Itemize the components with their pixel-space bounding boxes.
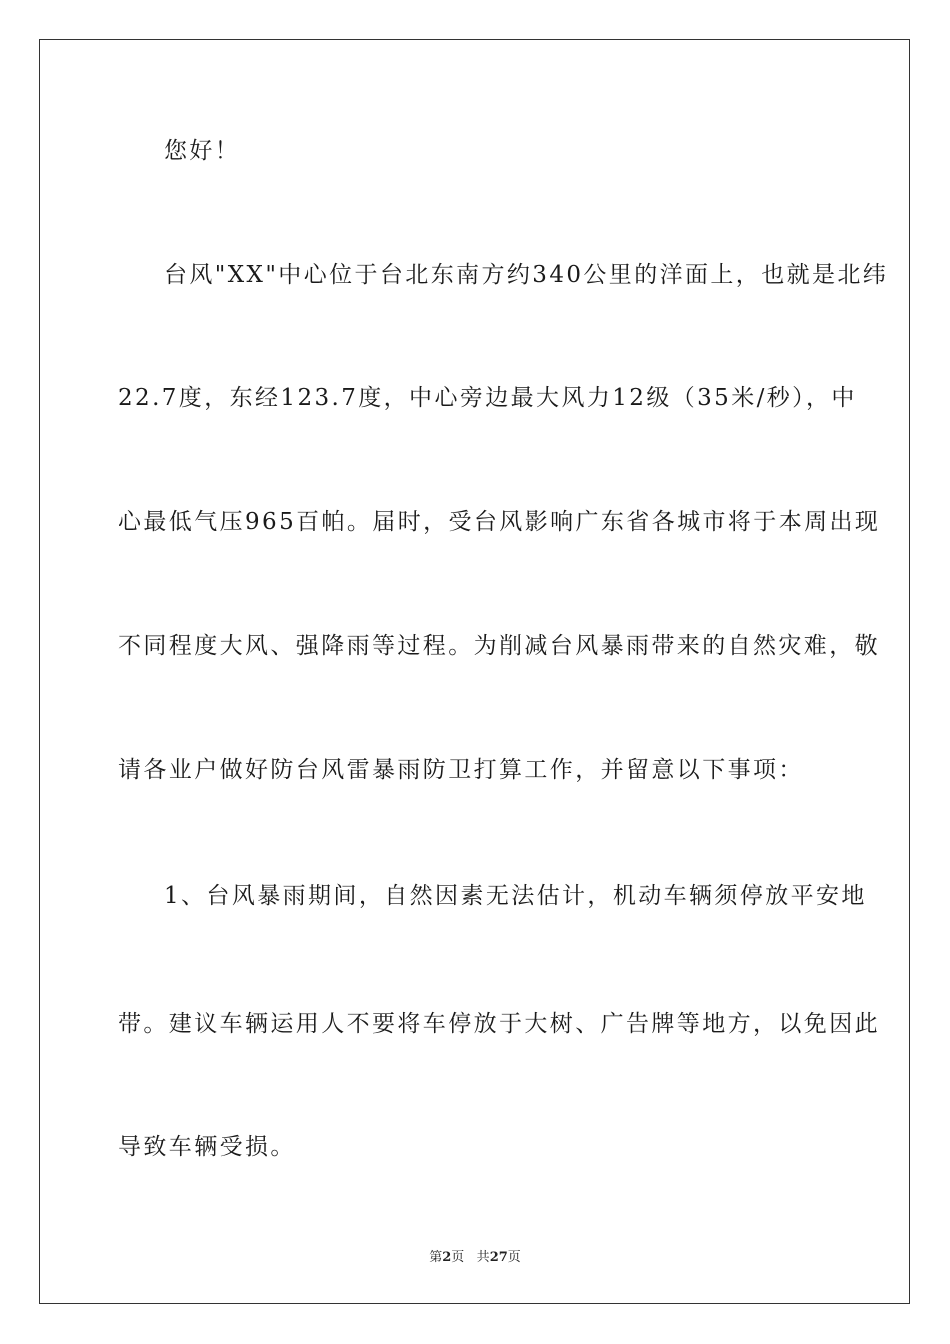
footer-total-pages: 27 (489, 1250, 508, 1265)
footer-page-suffix: 页 (451, 1250, 465, 1265)
list-item-line: 带。建议车辆运用人不要将车停放于大树、广告牌等地方，以免因此 (118, 1011, 880, 1037)
greeting-line: 您好！ (164, 138, 241, 164)
footer-prefix: 第 (429, 1250, 443, 1265)
page-footer (0, 1246, 950, 1265)
footer-total-suffix: 页 (507, 1250, 521, 1265)
list-item-line: 导致车辆受损。 (118, 1134, 296, 1160)
paragraph-line: 不同程度大风、强降雨等过程。为削减台风暴雨带来的自然灾难，敬 (118, 633, 880, 659)
page-border (39, 39, 910, 1304)
list-item-line: 1、台风暴雨期间，自然因素无法估计，机动车辆须停放平安地 (164, 883, 867, 909)
paragraph-line: 台风"XX"中心位于台北东南方约340公里的洋面上，也就是北纬 (164, 262, 889, 288)
paragraph-line: 心最低气压965百帕。届时，受台风影响广东省各城市将于本周出现 (118, 509, 881, 535)
paragraph-line: 请各业户做好防台风雷暴雨防卫打算工作，并留意以下事项： (118, 757, 804, 783)
footer-total-prefix: 共 (476, 1250, 490, 1265)
paragraph-line: 22.7度，东经123.7度，中心旁边最大风力12级（35米/秒），中 (118, 385, 857, 411)
footer-page-number: 2 (442, 1250, 452, 1265)
